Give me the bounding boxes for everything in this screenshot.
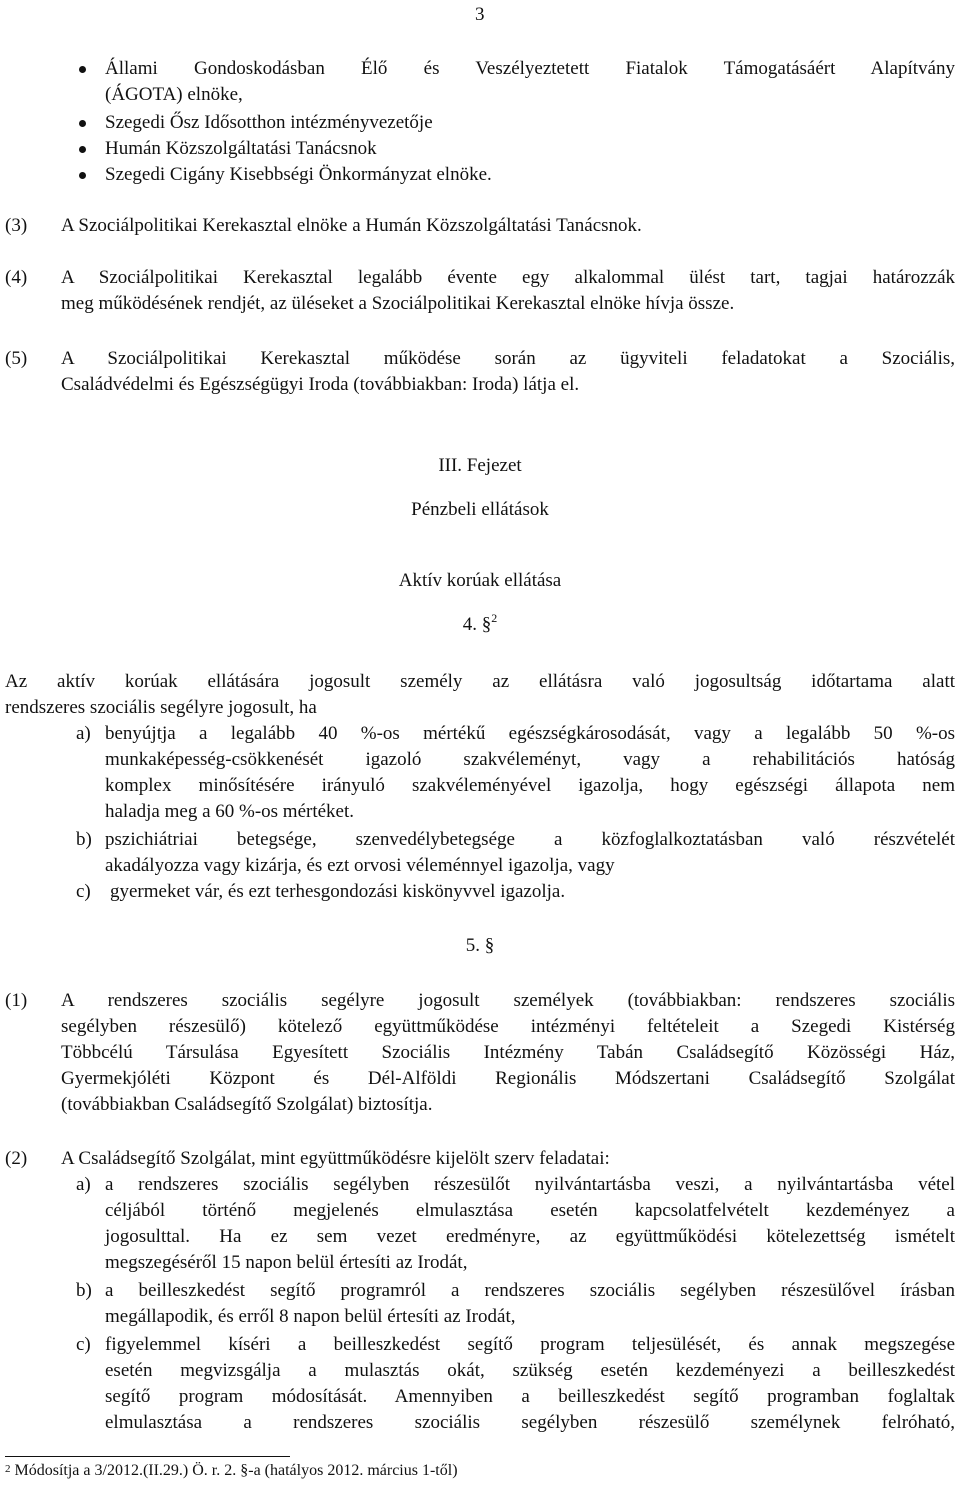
item-line: esetén megvizsgálja a mulasztás okát, szükség esetén kezdeményezi a beilleszkedést [105,1360,955,1381]
item-line: benyújtja a legalább 40 %-os mértékű egészségkárosodását, vagy a legalább 50 %-os [105,723,955,744]
section-subtitle: Aktív korúak ellátása [398,570,562,591]
paragraph-line: Családvédelmi és Egészségügyi Iroda (továbbiakban: Iroda) látja el. [61,374,580,395]
footnote-divider [5,1456,290,1457]
paragraph-line: Többcélú Társulása Egyesített Szociális Intézmény Tabán Családsegítő Közösségi Ház, [61,1042,955,1063]
item-line: jogosulttal. Ha ez sem vezet eredményre, az együttműködési kötelezettség ismételt [105,1226,955,1247]
list-item-continuation: (ÁGOTA) elnöke, [105,84,243,105]
paragraph-line: rendszeres szociális segélyre jogosult, ha [5,697,317,718]
paragraph-line: A Családsegítő Szolgálat, mint együttműködésre kijelölt szerv feladatai: [61,1148,610,1169]
footnote-reference: 2 [491,611,498,625]
item-line: pszichiátriai betegsége, szenvedélybetegsége a közfoglalkoztatásban való részvételét [105,829,955,850]
paragraph-line: A Szociálpolitikai Kerekasztal működése során az ügyviteli feladatokat a Szociális, [61,348,955,369]
item-marker: a) [76,723,91,744]
list-item: Szegedi Cigány Kisebbségi Önkormányzat elnöke. [105,164,492,185]
item-marker: c) [76,1334,91,1355]
item-marker: b) [76,829,92,850]
paragraph-number: (4) [5,267,28,288]
list-item: Szegedi Ősz Idősotthon intézményvezetője [105,112,433,133]
item-line: a beilleszkedést segítő programról a rendszeres szociális segélyben részesülővel írásban [105,1280,955,1301]
item-marker: c) [76,881,91,902]
item-line: figyelemmel kíséri a beilleszkedést segítő program teljesülését, és annak megszegése [105,1334,955,1355]
bullet-icon [79,172,86,179]
section-label: 4. § [462,614,492,635]
paragraph-text: A Szociálpolitikai Kerekasztal elnöke a Humán Közszolgáltatási Tanácsnok. [61,215,642,236]
footnote-number: 2 [5,1463,11,1475]
chapter-heading: III. Fejezet [438,455,522,476]
paragraph-line: A rendszeres szociális segélyre jogosult személyek (továbbiakban: rendszeres szociális [61,990,955,1011]
item-line: elmulasztása a rendszeres szociális segélyben részesülő személynek felróható, [105,1412,955,1433]
bullet-icon [79,146,86,153]
item-line: akadályozza vagy kizárja, és ezt orvosi véleménnyel igazolja, vagy [105,855,615,876]
bullet-icon [79,120,86,127]
item-line: megszegéséről 15 napon belül értesíti az Irodát, [105,1252,468,1273]
item-line: komplex minősítésére irányuló szakvéleményével igazolja, hogy egészségi állapota nem [105,775,955,796]
page-number: 3 [475,4,485,25]
item-line: munkaképesség-csökkenését igazoló szakvéleményt, vagy a rehabilitációs hatóság [105,749,955,770]
item-line: gyermeket vár, és ezt terhesgondozási kiskönyvvel igazolja. [110,881,566,902]
list-item: Humán Közszolgáltatási Tanácsnok [105,138,377,159]
footnote [5,1460,458,1482]
chapter-title: Pénzbeli ellátások [411,499,549,520]
paragraph-line: meg működésének rendjét, az üléseket a Szociálpolitikai Kerekasztal elnöke hívja össze. [61,293,735,314]
item-marker: a) [76,1174,91,1195]
paragraph-number: (5) [5,348,28,369]
footnote-text: Módosítja a 3/2012.(II.29.) Ö. r. 2. §-a (hatályos 2012. március 1-től) [14,1462,458,1479]
list-item: Állami Gondoskodásban Élő és Veszélyeztetett Fiatalok Támogatásáért Alapítvány [105,58,955,79]
paragraph-number: (1) [5,990,28,1011]
section-4-heading [0,611,960,636]
bullet-icon [79,66,86,73]
item-line: megállapodik, és erről 8 napon belül értesíti az Irodát, [105,1306,516,1327]
item-line: haladja meg a 60 %-os mértéket. [105,801,355,822]
paragraph-line: A Szociálpolitikai Kerekasztal legalább évente egy alkalommal ülést tart, tagjai határozzák [61,267,955,288]
section-5-heading: 5. § [465,935,495,956]
item-line: céljából történő megjelenés elmulasztása esetén kapcsolatfelvételt kezdeményez a [105,1200,955,1221]
paragraph-number: (3) [5,215,28,236]
item-marker: b) [76,1280,92,1301]
paragraph-line: (továbbiakban Családsegítő Szolgálat) biztosítja. [61,1094,433,1115]
paragraph-number: (2) [5,1148,28,1169]
paragraph-line: segélyben részesülő) kötelező együttműködése intézményi feltételeit a Szegedi Kistérség [61,1016,955,1037]
item-line: a rendszeres szociális segélyben részesülőt nyilvántartásba veszi, a nyilvántartásba vétel [105,1174,955,1195]
item-line: segítő program módosítását. Amennyiben a beilleszkedést segítő programban foglaltak [105,1386,955,1407]
paragraph-line: Gyermekjóléti Központ és Dél-Alföldi Regionális Módszertani Családsegítő Szolgálat [61,1068,955,1089]
paragraph-line: Az aktív korúak ellátására jogosult személy az ellátásra való jogosultság időtartama alatt [5,671,955,692]
